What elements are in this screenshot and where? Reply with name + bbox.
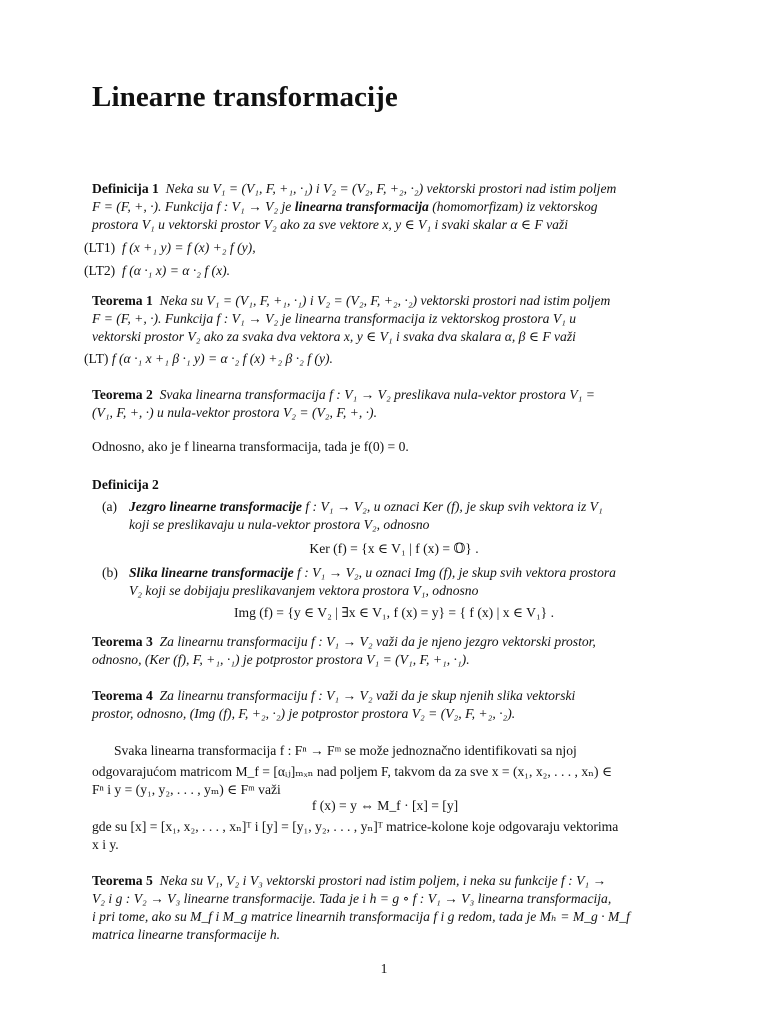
matrix-formula: f (x) = y ⇔ M_f · [x] = [y]	[311, 798, 459, 813]
condition-lt-formula: f (α ·₁ x +₁ β ·₁ y) = α ·₂ f (x) +₂ β ·₂ f (y).	[111, 351, 333, 366]
condition-lt2	[84, 262, 678, 280]
theorem-1-label: Teorema 1	[92, 293, 153, 308]
paragraph-line-4: gde su [x] = [x₁, x₂, . . . , xₙ]ᵀ i [y] = [y₁, y₂, . . . , yₙ]ᵀ matrice-kolone koje odgovaraju vektorima	[92, 819, 619, 834]
condition-lt1	[84, 239, 678, 257]
theorem-4	[92, 687, 678, 723]
theorem-2-line-2: (V₁, F, +, ·) u nula-vektor prostora V₂ = (V₂, F, +, ·).	[92, 405, 377, 420]
remark-text: Odnosno, ako je f linearna transformacija, tada je f(0) = 0.	[92, 439, 409, 454]
definition-2-label	[92, 476, 678, 494]
theorem-2	[92, 386, 678, 422]
theorem-1	[92, 292, 678, 346]
item-a-line-1: f : V₁ → V₂, u oznaci Ker (f), je skup svih vektora iz V₁	[301, 499, 603, 514]
theorem-2-line-1: Svaka linearna transformacija f : V₁ → V₂ preslikava nula-vektor prostora V₁ =	[159, 387, 595, 402]
theorem-5-line-4: matrica linearne transformacije h.	[92, 927, 281, 942]
definition-1-label: Definicija 1	[92, 181, 159, 196]
condition-lt1-tag: (LT1)	[84, 240, 116, 255]
definition-2-item-b	[102, 564, 678, 600]
item-a-term: Jezgro linearne transformacije	[129, 499, 302, 514]
definition-1-term: linearna transformacija	[294, 199, 429, 214]
theorem-4-line-1: Za linearnu transformaciju f : V₁ → V₂ važi da je skup njenih slika vektorski	[159, 688, 576, 703]
image-formula: Img (f) = {y ∈ V₂ | ∃x ∈ V₁, f (x) = y} = { f (x) | x ∈ V₁} .	[233, 605, 555, 620]
page-number: 1	[380, 961, 388, 976]
condition-lt1-formula: f (x +₁ y) = f (x) +₂ f (y),	[122, 240, 256, 255]
item-a-line-2: koji se preslikavaju u nula-vektor prostora V₂, odnosno	[129, 517, 430, 532]
definition-1-line-2c: (homomorfizam) iz vektorskog	[428, 199, 598, 214]
definition-1-line-2a: F = (F, +, ·). Funkcija f : V₁ → V₂ je	[92, 199, 295, 214]
matrix-paragraph-end	[92, 818, 678, 854]
theorem-2-label: Teorema 2	[92, 387, 153, 402]
paragraph-line-5: x i y.	[92, 837, 119, 852]
theorem-1-line-2: F = (F, +, ·). Funkcija f : V₁ → V₂ je linearna transformacija iz vektorskog prostora V₁ u	[92, 311, 577, 326]
theorem-5-line-2: V₂ i g : V₂ → V₃ linearne transformacije. Tada je i h = g ∘ f : V₁ → V₃ linearna transformacija,	[92, 891, 612, 906]
theorem-5	[92, 872, 678, 944]
theorem-4-label: Teorema 4	[92, 688, 153, 703]
page-title: Linearne transformacije	[92, 81, 398, 113]
kernel-formula: Ker (f) = {x ∈ V₁ | f (x) = 𝕆} .	[309, 541, 479, 556]
paragraph-line-3: Fⁿ i y = (y₁, y₂, . . . , yₘ) ∈ Fᵐ važi	[92, 782, 281, 797]
theorem-1-line-1: Neka su V₁ = (V₁, F, +₁, ·₁) i V₂ = (V₂, F, +₂, ·₂) vektorski prostori nad istim poljem	[159, 293, 611, 308]
item-b-tag: (b)	[102, 565, 118, 580]
item-b-line-1: f : V₁ → V₂, u oznaci Img (f), je skup svih vektora prostora	[293, 565, 616, 580]
theorem-3-line-1: Za linearnu transformaciju f : V₁ → V₂ važi da je njeno jezgro vektorski prostor,	[159, 634, 596, 649]
definition-1-line-3: prostora V₁ u vektorski prostor V₂ ako za sve vektore x, y ∈ V₁ i svaki skalar α ∈ F važi	[92, 217, 568, 232]
definition-2-label-text: Definicija 2	[92, 477, 159, 492]
theorem-3-label: Teorema 3	[92, 634, 153, 649]
condition-lt-tag: (LT)	[84, 351, 109, 366]
condition-lt2-formula: f (α ·₁ x) = α ·₂ f (x).	[122, 263, 231, 278]
paragraph-line-2: odgovarajućom matricom M_f = [αᵢⱼ]ₘₓₙ nad poljem F, takvom da za sve x = (x₁, x₂, . . . , xₙ) ∈	[92, 764, 613, 779]
theorem-1-line-3: vektorski prostor V₂ ako za svaka dva vektora x, y ∈ V₁ i svaka dva skalara α, β ∈ F važi	[92, 329, 576, 344]
item-a-tag: (a)	[102, 499, 118, 514]
theorem-3-line-2: odnosno, (Ker (f), F, +₁, ·₁) je potprostor prostora V₁ = (V₁, F, +₁, ·₁).	[92, 652, 470, 667]
theorem-5-label: Teorema 5	[92, 873, 153, 888]
definition-1	[92, 180, 678, 234]
definition-1-line-1: Neka su V₁ = (V₁, F, +₁, ·₁) i V₂ = (V₂, F, +₂, ·₂) vektorski prostori nad istim poljem	[165, 181, 617, 196]
definition-2-item-a	[102, 498, 678, 534]
item-b-line-2: V₂ koji se dobijaju preslikavanjem vektora prostora V₁, odnosno	[129, 583, 479, 598]
theorem-5-line-3: i pri tome, ako su M_f i M_g matrice linearnih transformacija f i g redom, tada je Mₕ = M_g · M_f	[92, 909, 630, 924]
theorem-3	[92, 633, 678, 669]
condition-lt2-tag: (LT2)	[84, 263, 116, 278]
matrix-paragraph	[92, 742, 678, 799]
theorem-5-line-1: Neka su V₁, V₂ i V₃ vektorski prostori nad istim poljem, i neka su funkcije f : V₁ →	[159, 873, 607, 888]
condition-lt	[84, 350, 678, 368]
theorem-4-line-2: prostor, odnosno, (Img (f), F, +₂, ·₂) je potprostor prostora V₂ = (V₂, F, +₂, ·₂).	[92, 706, 516, 721]
paragraph-line-1: Svaka linearna transformacija f : Fⁿ → Fᵐ se može jednoznačno identifikovati sa njoj	[114, 743, 577, 758]
item-b-term: Slika linearne transformacije	[129, 565, 294, 580]
